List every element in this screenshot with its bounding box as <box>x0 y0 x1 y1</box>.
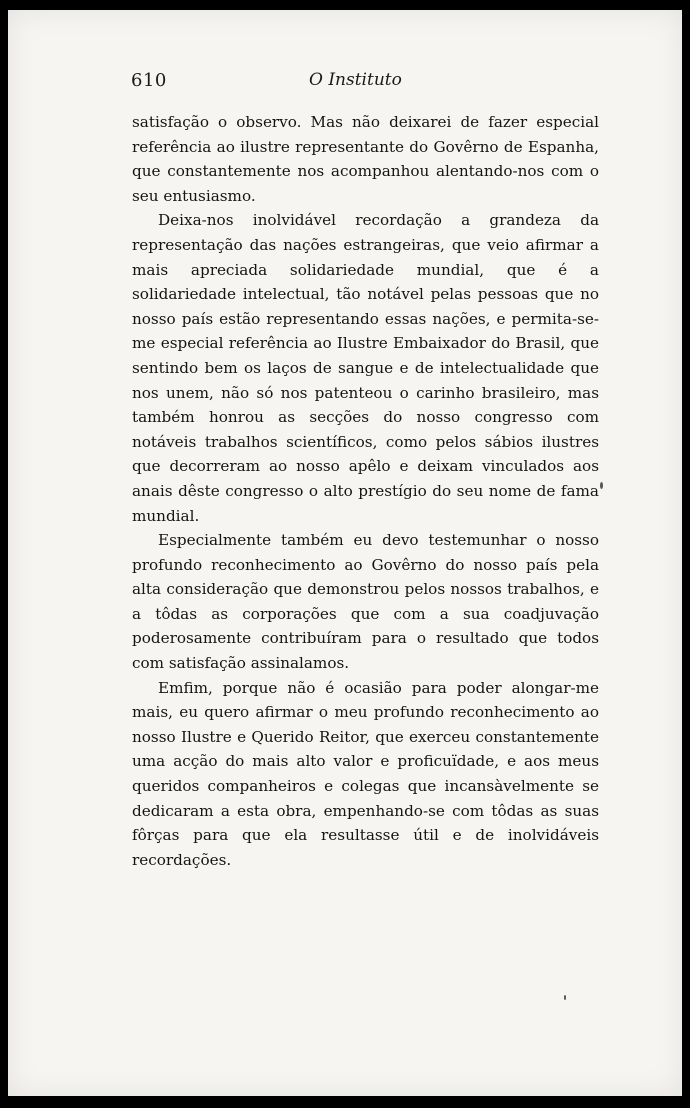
paper-speck <box>600 482 603 489</box>
running-head <box>124 70 599 96</box>
paper-speck <box>564 995 566 1000</box>
journal-title: O Instituto <box>309 70 402 90</box>
paragraph: Deixa-nos inolvidável recordação a grandeza da representação das nações estrangeiras, que veio afirmar a mais apreciada solidariedade mundial, que é a solidariedade intelectual, tão notável pelas pessoas que no nosso país estão representando essas nações, e permita-se-me especial referência ao Ilustre Embaixador do Brasil, que sentindo bem os laços de sangue e de intelectualidade que nos unem, não só nos patenteou o carinho brasileiro, mas também honrou as secções do nosso congresso com notáveis trabalhos scientíficos, como pelos sábios ilustres que decorreram ao nosso apêlo e deixam vinculados aos anais dêste congresso o alto prestígio do seu nome de fama mundial. <box>132 211 599 525</box>
paragraph: Emfim, porque não é ocasião para poder alongar-me mais, eu quero afirmar o meu profundo reconhecimento ao nosso Ilustre e Querido Reitor, que exerceu constantemente uma acção do mais alto valor e proficuïdade, e aos meus queridos companheiros e colegas que incansàvelmente se dedicaram a esta obra, empenhando-se com tôdas as suas fôrças para que ela resultasse útil e de inolvidáveis recordações. <box>132 678 599 869</box>
body-text <box>132 110 599 872</box>
page-number: 610 <box>131 70 167 91</box>
paragraph-continuation: satisfação o observo. Mas não deixarei de fazer especial referência ao ilustre representante do Govêrno de Espanha, que constantemente nos acompanhou alentando-nos com o seu entusiasmo. <box>132 113 599 205</box>
paragraph: Especialmente também eu devo testemunhar o nosso profundo reconhecimento ao Govêrno do nosso país pela alta consideração que demonstrou pelos nossos trabalhos, e a tôdas as corporações que com a sua coadjuvação poderosamente contribuíram para o resultado que todos com satisfação assinalamos. <box>132 531 599 673</box>
